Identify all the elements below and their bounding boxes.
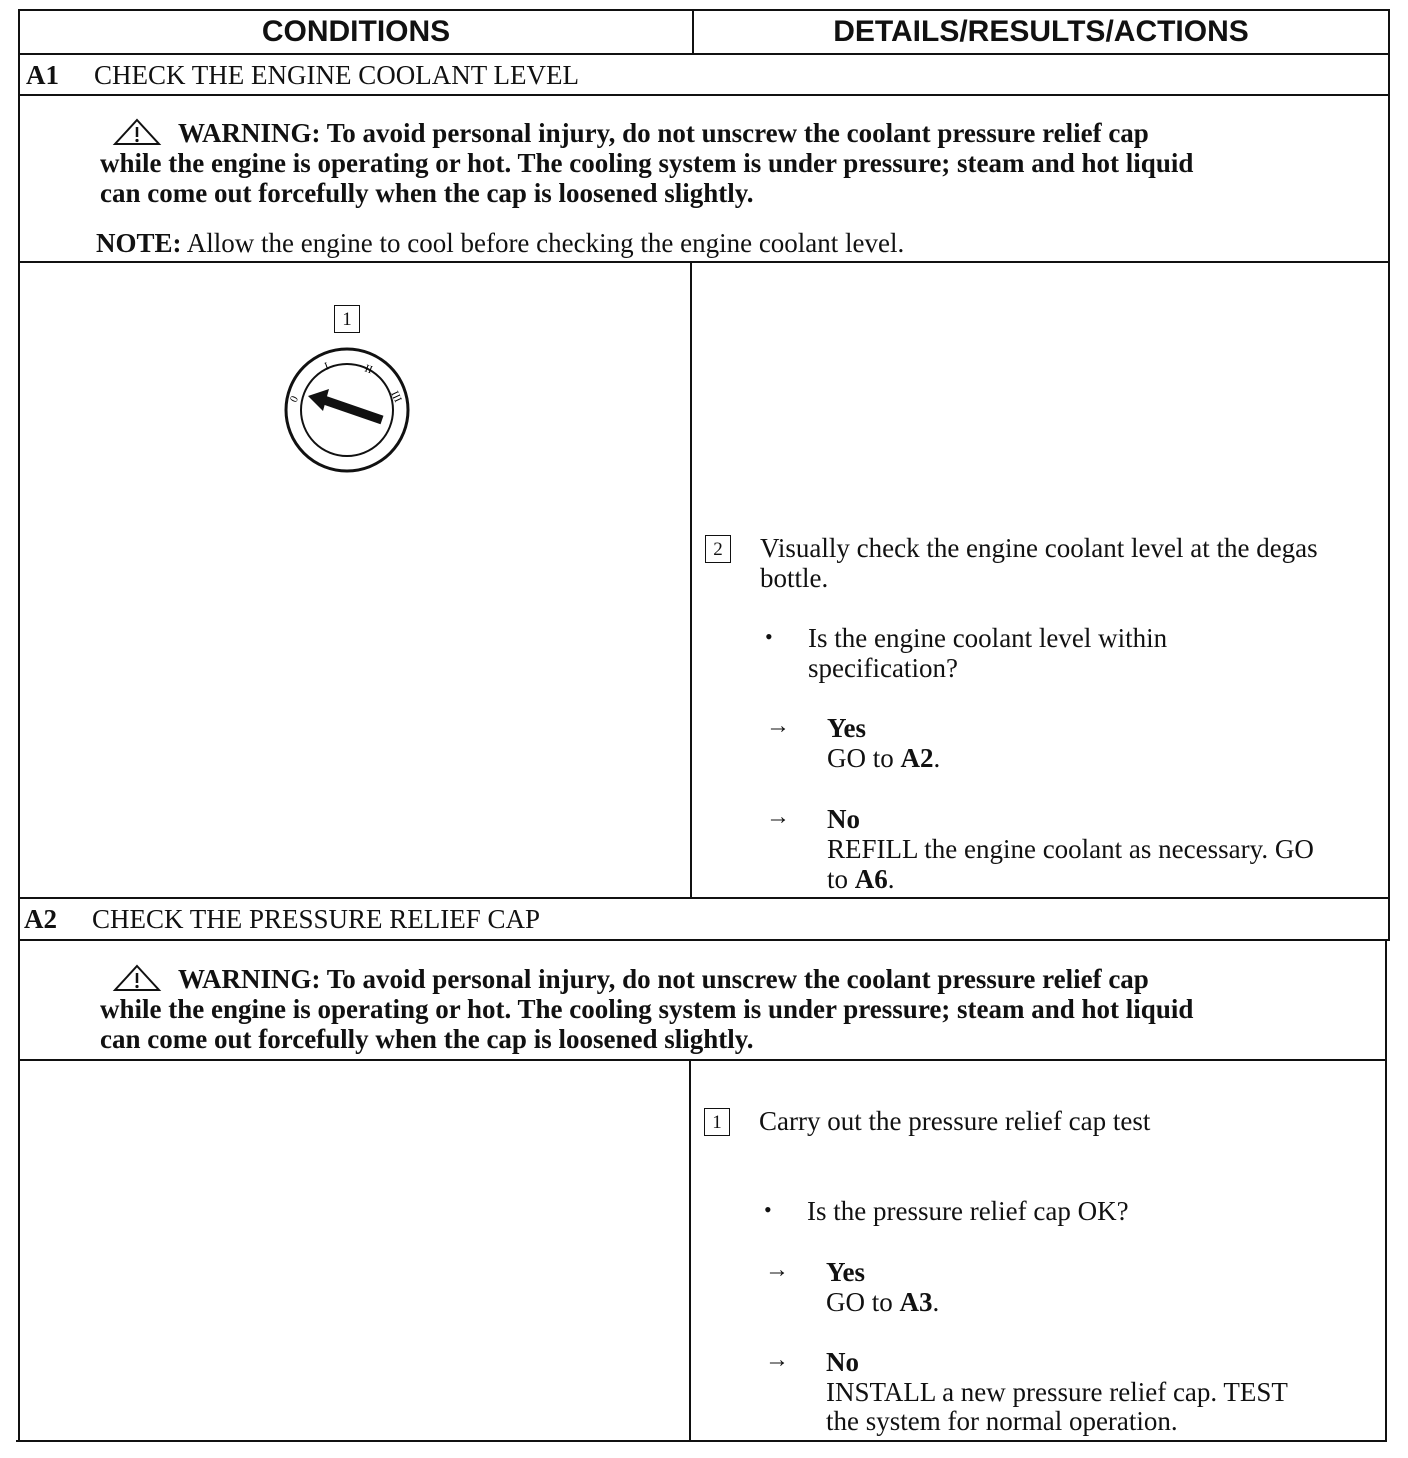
a1-note-text: Allow the engine to cool before checking the engine coolant level. [181,228,905,258]
a2-step-number: 1 [704,1108,730,1136]
a1-no-label: No [827,804,860,834]
a2-yes-arrow-icon: → [765,1257,789,1283]
table-border-bottom [16,1440,1386,1442]
a2-col-divider [689,1059,691,1442]
a1-yes-action [827,743,940,773]
a2-yes-action-suffix: . [932,1287,940,1317]
a2-question-line1: Is the pressure relief cap OK? [807,1196,1129,1226]
ignition-mark-0: 0 [287,394,302,405]
a1-yes-arrow-icon: → [766,713,790,739]
a1-note-label: NOTE: [96,228,182,258]
a1-warning-block [100,118,1370,208]
a1-no-action-target: A6 [854,864,888,894]
a1-yes-action-prefix: GO to [827,743,901,773]
a1-step-number: 2 [705,535,731,563]
warning-triangle-icon [112,118,162,146]
a1-no-action-prefix: to [827,864,855,894]
header-divider [18,53,1390,55]
ignition-mark-3: III [388,389,404,405]
ignition-mark-2: II [362,362,374,377]
a2-yes-action-prefix: GO to [826,1287,900,1317]
a1-step-title: CHECK THE ENGINE COOLANT LEVEL [94,60,579,90]
ignition-mark-1: I [322,360,331,373]
a2-warning-line2: while the engine is operating or hot. The cooling system is under pressure; steam and hot liquid [100,994,1194,1024]
a1-no-action-suffix: . [887,864,895,894]
ignition-switch-icon [282,347,412,477]
a2-warning-block [100,964,1370,1054]
a1-yes-action-suffix: . [933,743,941,773]
header-details-results-actions: DETAILS/RESULTS/ACTIONS [833,15,1249,48]
a2-step-id: A2 [24,904,57,934]
header-conditions: CONDITIONS [261,15,451,48]
a1-no-arrow-icon: → [766,804,790,830]
a1-warning-line2: while the engine is operating or hot. The cooling system is under pressure; steam and hot liquid [100,148,1194,178]
a2-yes-label: Yes [826,1257,865,1287]
a1-yes-action-target: A2 [900,743,934,773]
table-border-right-upper [1388,9,1390,941]
a2-no-action-line1: INSTALL a new pressure relief cap. TEST [826,1377,1288,1407]
a1-no-action-line2 [827,864,895,894]
a1-warning-line1: WARNING: To avoid personal injury, do not unscrew the coolant pressure relief cap [178,118,1149,148]
a2-yes-action-target: A3 [899,1287,933,1317]
a1-warning-divider [18,261,1390,263]
a1-question-line2: specification? [808,653,958,683]
a1-figure-callout-1: 1 [334,305,360,333]
a1-warning-line3: can come out forcefully when the cap is loosened slightly. [100,178,754,208]
a1-question-line1: Is the engine coolant level within [808,623,1168,653]
a1-no-action-line1: REFILL the engine coolant as necessary. GO [827,834,1314,864]
a1-step-line1: Visually check the engine coolant level at the degas [760,533,1318,563]
a1-step-id: A1 [26,60,59,90]
a1-step-line2: bottle. [760,563,829,593]
a2-step-line1: Carry out the pressure relief cap test [759,1106,1151,1136]
a1-note [96,228,904,258]
a2-yes-action [826,1287,939,1317]
a2-warning-line1: WARNING: To avoid personal injury, do not unscrew the coolant pressure relief cap [178,964,1149,994]
a2-title-divider [18,939,1388,941]
a2-no-label: No [826,1347,859,1377]
table-border-right-lower [1385,939,1387,1442]
a2-question-bullet: • [764,1197,772,1222]
a1-col-divider [690,261,692,899]
a1-yes-label: Yes [827,713,866,743]
a2-top-divider [18,897,1390,899]
table-border-top [18,9,1390,11]
a1-title-divider [18,94,1390,96]
a2-warning-divider [18,1059,1386,1061]
a1-question-bullet: • [765,624,773,649]
a2-step-title: CHECK THE PRESSURE RELIEF CAP [92,904,541,934]
a2-no-arrow-icon: → [765,1347,789,1373]
a2-warning-line3: can come out forcefully when the cap is loosened slightly. [100,1024,754,1054]
table-border-left [18,9,20,1442]
a2-no-action-line2: the system for normal operation. [826,1406,1178,1436]
warning-triangle-icon [112,964,162,992]
